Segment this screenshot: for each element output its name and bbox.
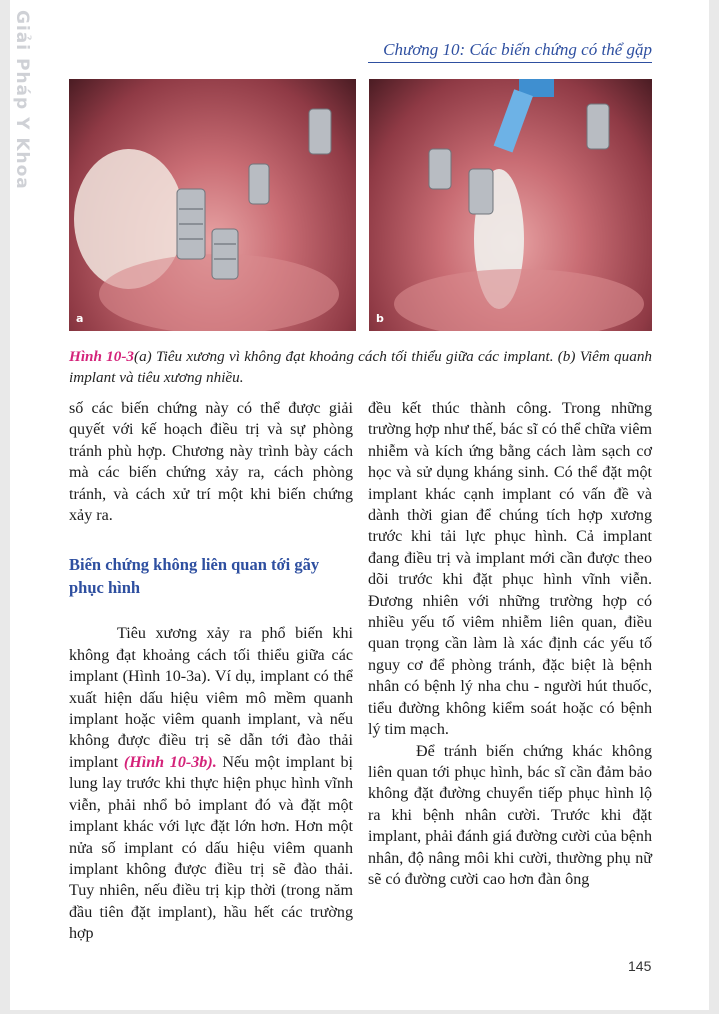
panel-a-label: a — [76, 312, 84, 325]
right-paragraph-1: đều kết thúc thành công. Trong những trường hợp như thế, bác sĩ có thể chữa viêm nhiễm và kích ứng bằng cách làm sạch cơ học và sử dụng kháng sinh. Có thể đặt một implant khác cạnh implant có vấn đề và dành thời gian để chúng tích hợp xương trước khi tải lực phục hình. Cả implant đang điều trị và implant mới cần được theo dõi trước khi đặt phục hình vĩnh viễn. Đương nhiên với những trường hợp có nhiều yếu tố viêm nhiễm liên quan, điều quan trọng cần làm là xác định các yếu tố nguy cơ để phòng tránh, đặc biệt là bệnh nhân có bệnh lý nha chu - người hút thuốc, tiểu đường không kiểm soát hoặc có bệnh lý tim mạch. — [368, 400, 652, 739]
section-heading: Biến chứng không liên quan tới gãy phục hình — [69, 555, 320, 598]
figure-photo-a — [69, 79, 356, 331]
figure-photo-b — [369, 79, 652, 331]
left-paragraph-2 — [69, 623, 353, 944]
figure-caption — [69, 346, 652, 388]
caption-text: (a) Tiêu xương vì không đạt khoảng cách tối thiểu giữa các implant. (b) Viêm quanh implant và tiêu xương nhiều. — [69, 348, 653, 386]
left-para2-after: Nếu một implant bị lung lay trước khi thực hiện phục hình vĩnh viễn, phải nhổ bỏ implant đó và đặt một implant khác với lực đặt lớn hơn. Hơn một nửa số implant có dấu hiệu viêm quanh implant không được điều trị sẽ đào thải. Tuy nhiên, nếu điều trị kịp thời (trong năm đầu tiên đặt implant), hầu hết các trường hợp — [69, 753, 353, 943]
page-number: 145 — [628, 958, 652, 974]
panel-b-label: b — [376, 312, 384, 325]
right-column — [368, 398, 652, 890]
photo-b-illustration — [369, 79, 652, 331]
photo-a-illustration — [69, 79, 356, 331]
left-column — [69, 398, 353, 945]
figure-link[interactable]: (Hình 10-3b). — [123, 753, 217, 771]
right-paragraph-2: Để tránh biến chứng khác không liên quan tới phục hình, bác sĩ cần đảm bảo không đặt đường chuyển tiếp phục hình lộ ra khi bệnh nhân cười. Trước khi đặt implant, phải đánh giá đường cười của bệnh nhân, độ nâng môi khi cười, thường phụ nữ sẽ có đường cười cao hơn đàn ông — [368, 742, 652, 888]
left-paragraph-1: số các biến chứng này có thể được giải quyết với kế hoạch điều trị và sự phòng tránh phù hợp. Chương này trình bày cách mà các biến chứng xảy ra, cách phòng tránh, và cách xử trí một khi biến chứng xảy ra. — [69, 400, 353, 525]
left-para2-before: Tiêu xương xảy ra phổ biến khi không đạt khoảng cách tối thiểu giữa các implant (Hình 10-3a). Ví dụ, implant có thể xuất hiện dấu hiệu viêm mô mềm quanh implant hoặc viêm quanh implant, và nếu không được điều trị sẽ dẫn tới đào thải implant — [69, 625, 353, 771]
chapter-header: Chương 10: Các biến chứng có thể gặp — [368, 40, 652, 63]
side-brand-watermark: Giải Pháp Y Khoa — [12, 10, 32, 190]
figure-ref: Hình 10-3 — [69, 348, 135, 365]
